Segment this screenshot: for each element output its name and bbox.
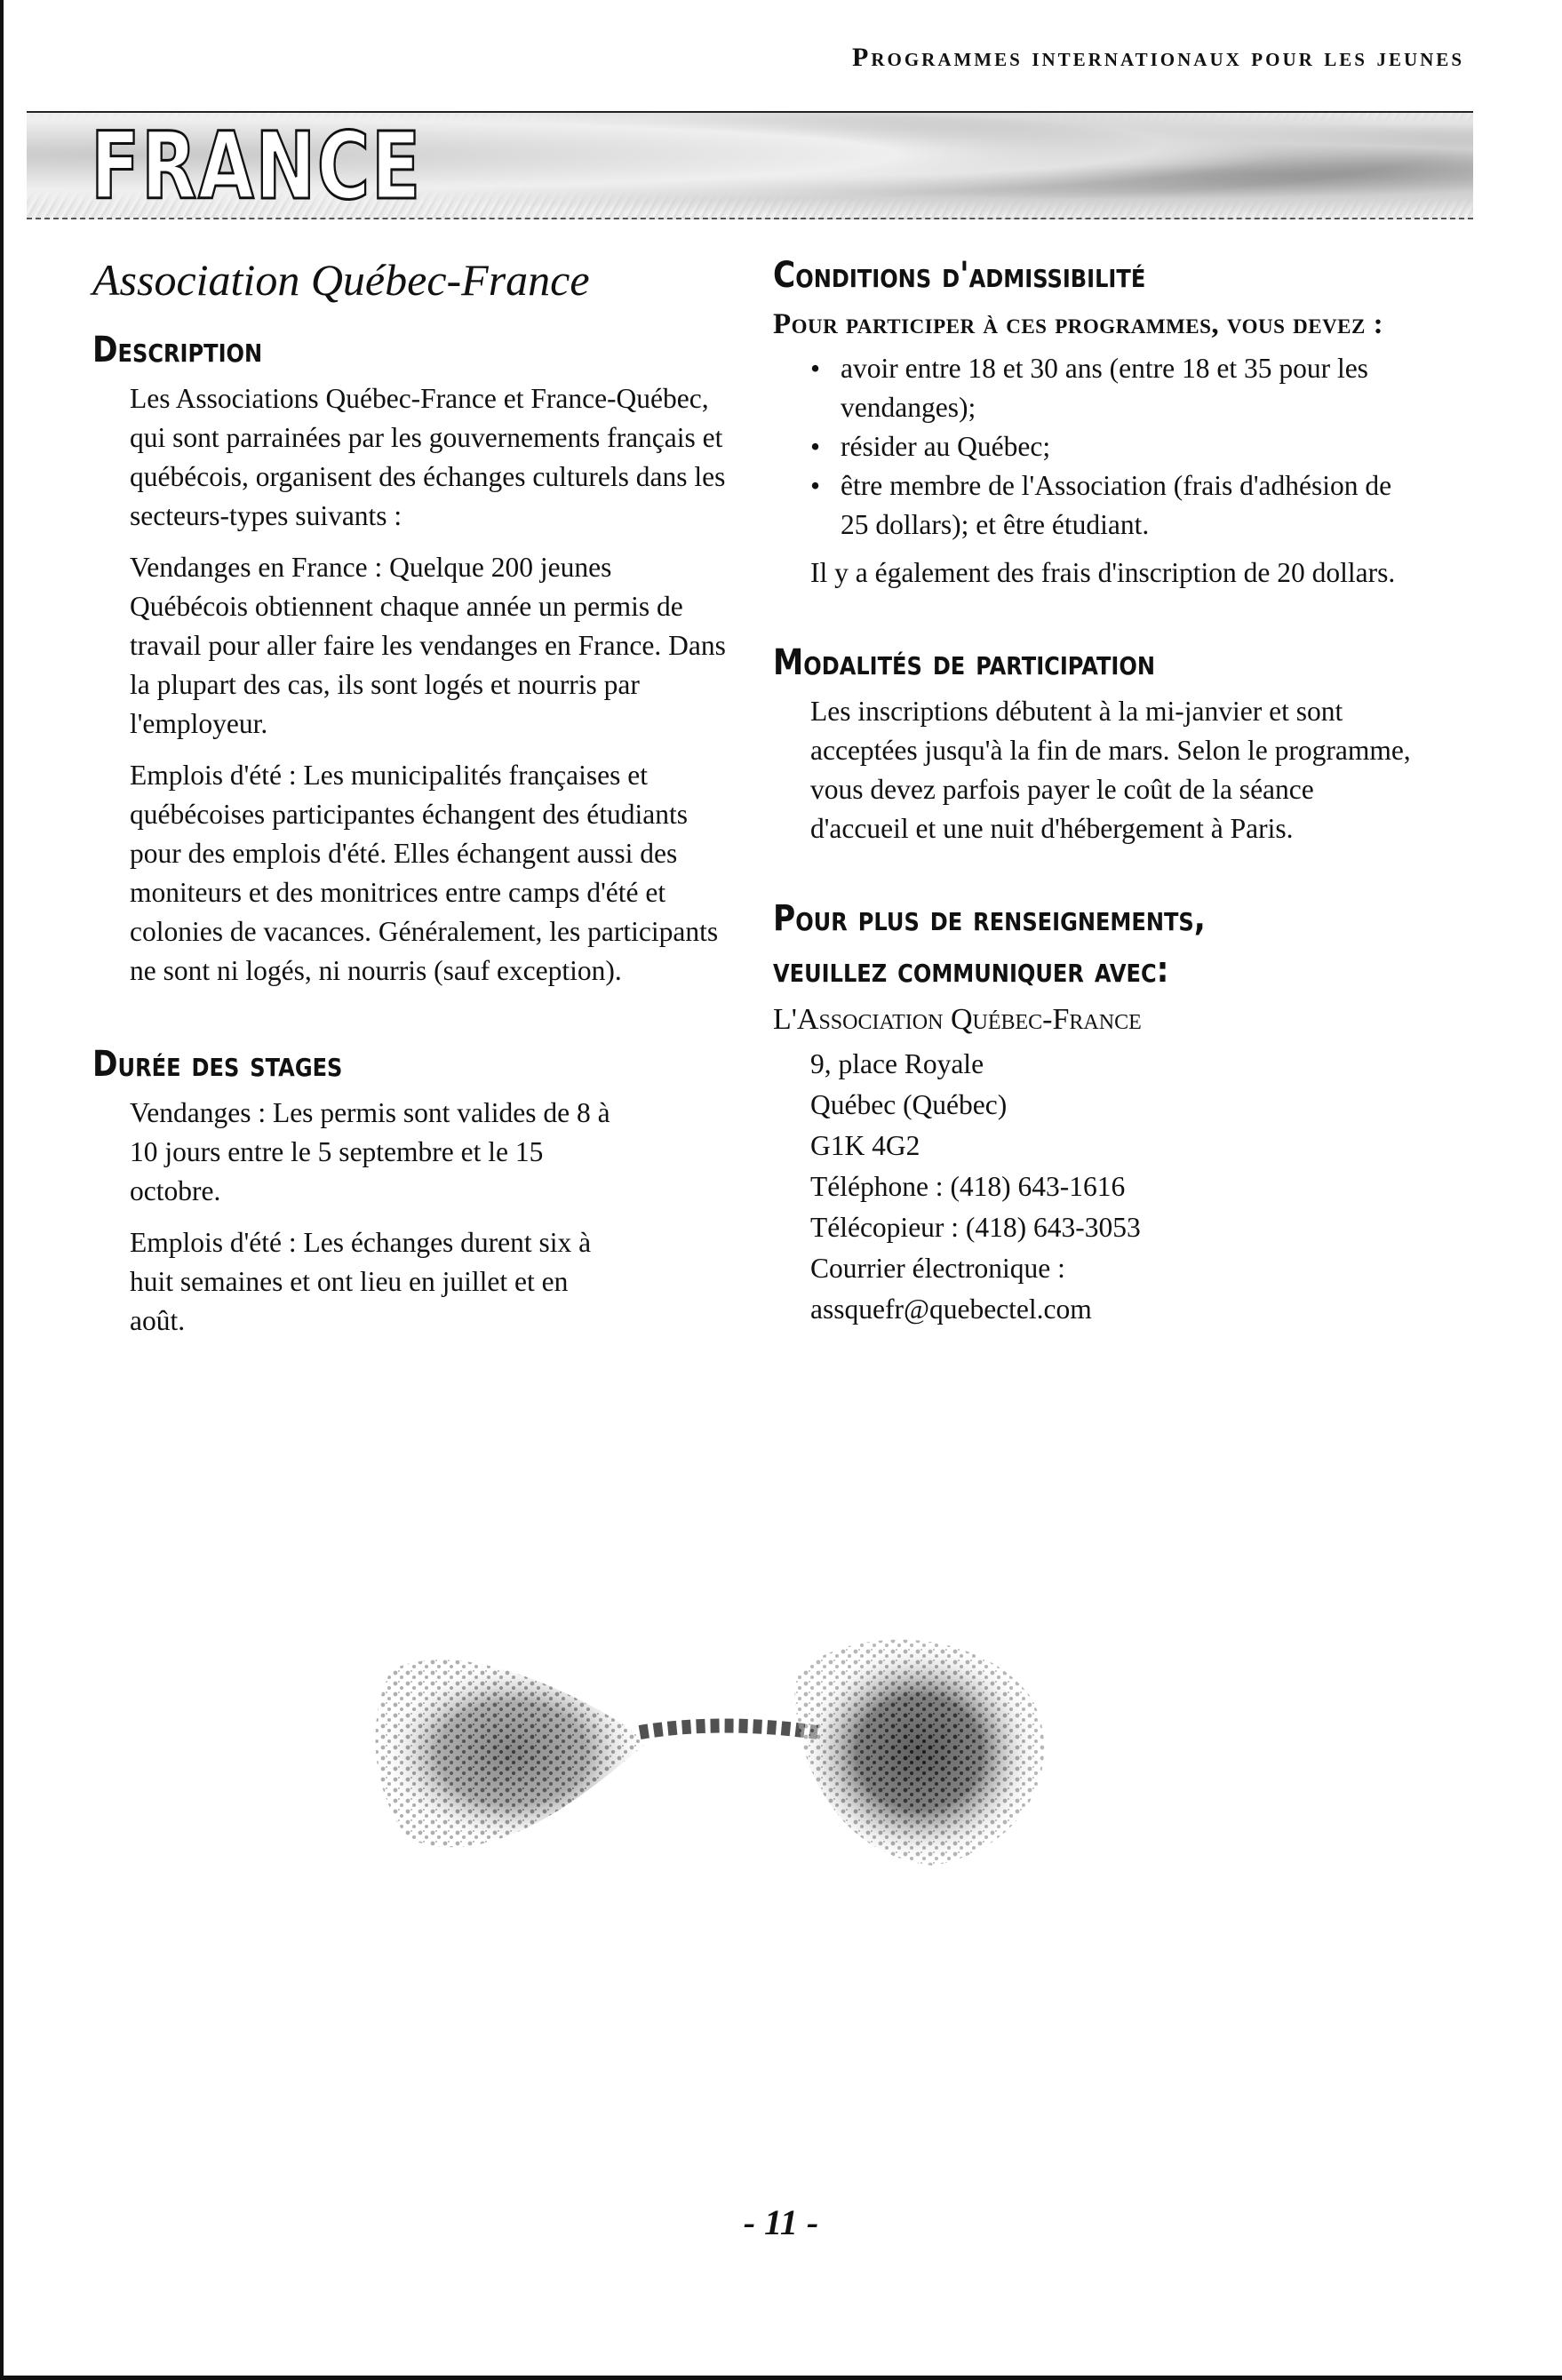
participation-heading: Modalités de participation [773,642,1156,683]
fax-number: Télécopieur : (418) 643-3053 [810,1212,1141,1243]
contact-heading: Pour plus de renseignements, [773,898,1206,939]
left-column [92,253,732,1353]
list-item-text: être membre de l'Association (frais d'adhésion de 25 dollars); et être étudiant. [841,470,1392,540]
address-line: 9, place Royale [810,1048,984,1079]
list-item-text: avoir entre 18 et 30 ans (entre 18 et 35 pour les vendanges); [841,353,1368,423]
page-border-bottom [0,2376,1562,2380]
contact-organization: L'Association Québec-France [773,1003,1142,1036]
email-label: Courrier électronique : [810,1253,1065,1284]
description-paragraph: Vendanges en France : Quelque 200 jeunes Québécois obtiennent chaque année un permis de travail pour aller faire les vendanges en France. Dans la plupart des cas, ils sont logés et nourris par l'employeur. [130,552,726,739]
address-line: Québec (Québec) [810,1089,1008,1120]
postal-code: G1K 4G2 [810,1130,920,1161]
organization-title: Association Québec-France [92,255,590,305]
list-item [810,466,1413,545]
page-number: - 11 - [743,2202,819,2242]
participation-paragraph: Les inscriptions débutent à la mi-janvier et sont acceptées jusqu'à la fin de mars. Selon le programme, vous devez parfois payer le coût de la séance d'accueil et une nuit d'hébergement à Paris. [810,696,1411,844]
duration-heading: Durée des stages [92,1044,343,1085]
left-texture [376,1660,649,1847]
page-border [0,0,4,2380]
duration-paragraph: Vendanges : Les permis sont valides de 8 à 10 jours entre le 5 septembre et le 15 octobre. [130,1097,610,1206]
bullet-icon: • [810,353,821,384]
eligibility-subheading: Pour participer à ces programmes, vous devez : [773,308,1384,340]
list-item [810,349,1413,427]
list-item-text: résider au Québec; [841,431,1051,462]
eligibility-heading: Conditions d'admissibilité [773,255,1146,296]
right-texture [795,1640,1045,1866]
contact-heading-line2: veuillez communiquer avec: [773,950,1169,991]
decorative-illustration [355,1617,1155,1883]
eligibility-list [810,349,1413,545]
phone-number: Téléphone : (418) 643-1616 [810,1171,1126,1202]
list-item [810,427,1413,466]
running-head: Programmes internationaux pour les jeunes [852,43,1464,72]
country-banner [27,111,1473,219]
bullet-icon: • [810,431,821,462]
description-heading: Description [92,330,263,370]
eligibility-note: Il y a également des frais d'inscription de 20 dollars. [810,557,1396,588]
description-paragraph: Emplois d'été : Les municipalités françaises et québécoises participantes échangent des étudiants pour des emplois d'été. Elles échangent aussi des moniteurs et des monitrices entre camps d'été et colonies de vacances. Généralement, les participants ne sont ni logés, ni nourris (sauf exception). [130,760,719,986]
right-column [773,253,1413,1330]
email-address: assquefr@quebectel.com [810,1293,1092,1325]
banner-title: FRANCE [91,112,422,219]
bullet-icon: • [810,470,821,501]
description-paragraph: Les Associations Québec-France et France-Québec, qui sont parrainées par les gouvernements français et québécois, organisent des échanges culturels dans les secteurs-types suivants : [130,383,726,531]
duration-paragraph: Emplois d'été : Les échanges durent six à huit semaines et ont lieu en juillet et en août. [130,1227,592,1336]
